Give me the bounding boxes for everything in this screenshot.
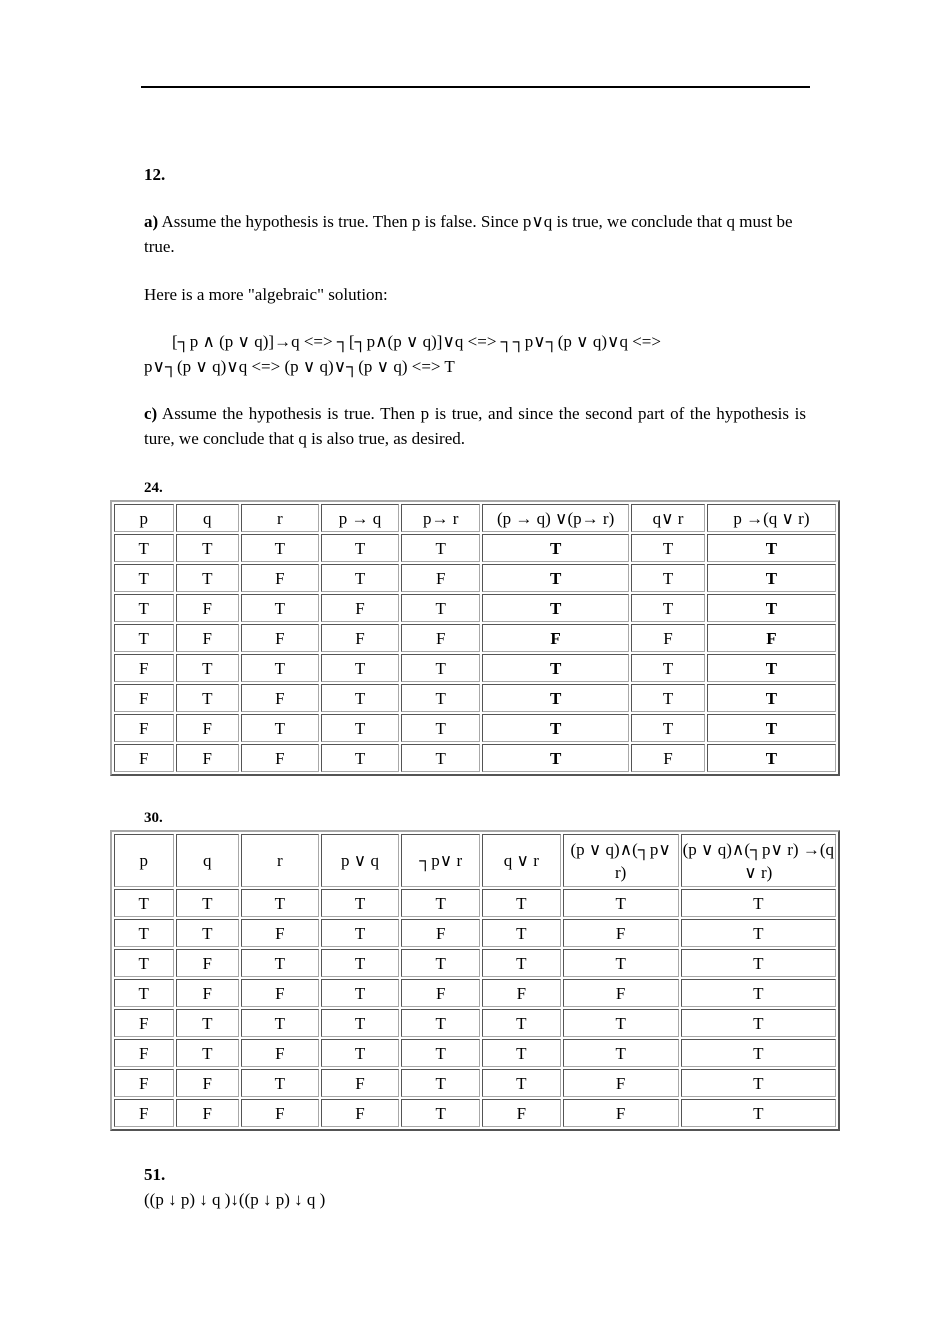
table-cell: T — [114, 534, 174, 562]
header-cell: q∨ r — [631, 504, 705, 532]
header-cell: r — [241, 834, 319, 887]
table-cell: T — [681, 889, 836, 917]
table-row — [114, 889, 836, 917]
table-cell: T — [707, 744, 836, 772]
problem-30-number: 30. — [144, 810, 163, 826]
table-cell: T — [482, 534, 629, 562]
table-cell: T — [563, 949, 679, 977]
header-cell: p →(q ∨ r) — [707, 504, 836, 532]
table-cell: F — [241, 684, 319, 712]
table-cell: F — [707, 624, 836, 652]
table-cell: T — [482, 1009, 561, 1037]
table-cell: T — [482, 1039, 561, 1067]
table-row — [114, 714, 836, 742]
table-cell: T — [482, 919, 561, 947]
table-cell: F — [321, 594, 400, 622]
table-header-row — [114, 504, 836, 532]
table-cell: T — [401, 1069, 480, 1097]
table-cell: F — [241, 744, 319, 772]
table-cell: F — [176, 624, 240, 652]
header-cell: q — [176, 504, 240, 532]
table-cell: F — [114, 744, 174, 772]
header-cell: q ∨ r — [482, 834, 561, 887]
table-cell: F — [176, 1069, 240, 1097]
table-cell: T — [631, 714, 705, 742]
table-cell: F — [176, 949, 240, 977]
table-cell: T — [563, 1009, 679, 1037]
table-cell: T — [241, 1069, 319, 1097]
table-cell: F — [114, 1039, 174, 1067]
table-row — [114, 1099, 836, 1127]
table-cell: T — [631, 594, 705, 622]
algebraic-line-2: p∨┐(p ∨ q)∨q <=> (p ∨ q)∨┐(p ∨ q) <=> T — [144, 357, 455, 376]
table-cell: T — [321, 919, 400, 947]
table-cell: F — [176, 1099, 240, 1127]
table-cell: T — [707, 684, 836, 712]
table-cell: F — [176, 594, 240, 622]
header-cell: p → q — [321, 504, 400, 532]
table-cell: F — [114, 1069, 174, 1097]
table-cell: T — [241, 889, 319, 917]
algebraic-solution — [144, 329, 806, 379]
table-cell: T — [482, 594, 629, 622]
table-cell: F — [241, 1099, 319, 1127]
table-row — [114, 654, 836, 682]
table-row — [114, 684, 836, 712]
table-cell: F — [321, 1099, 400, 1127]
table-cell: T — [401, 744, 480, 772]
table-cell: F — [114, 714, 174, 742]
problem-12-number: 12. — [144, 165, 166, 184]
table-cell: T — [482, 714, 629, 742]
table-cell: T — [482, 889, 561, 917]
table-cell: T — [321, 1039, 400, 1067]
table-cell: T — [707, 714, 836, 742]
table-cell: T — [482, 744, 629, 772]
table-cell: T — [707, 534, 836, 562]
table-cell: T — [707, 654, 836, 682]
header-cell: p — [114, 504, 174, 532]
table-cell: T — [707, 564, 836, 592]
table-cell: T — [681, 949, 836, 977]
table-cell: T — [114, 564, 174, 592]
table-cell: T — [401, 534, 480, 562]
table-cell: T — [321, 979, 400, 1007]
table-cell: T — [631, 534, 705, 562]
table-cell: F — [241, 919, 319, 947]
table-cell: T — [241, 654, 319, 682]
table-cell: T — [401, 684, 480, 712]
table-cell: T — [631, 654, 705, 682]
table-cell: F — [114, 1099, 174, 1127]
table-cell: T — [681, 1099, 836, 1127]
header-cell: r — [241, 504, 319, 532]
table-cell: T — [681, 919, 836, 947]
header-cell: (p ∨ q)∧(┐p∨ r) — [563, 834, 679, 887]
header-cell: p→ r — [401, 504, 480, 532]
table-cell: T — [681, 1039, 836, 1067]
table-cell: F — [563, 1069, 679, 1097]
table-cell: T — [631, 564, 705, 592]
table-cell: T — [176, 889, 240, 917]
table-row — [114, 979, 836, 1007]
table-cell: T — [401, 594, 480, 622]
table-row — [114, 624, 836, 652]
table-cell: F — [563, 919, 679, 947]
table-cell: T — [707, 594, 836, 622]
table-header-row — [114, 834, 836, 887]
table-row — [114, 564, 836, 592]
problem-12c-text — [144, 401, 806, 451]
table-cell: T — [321, 889, 400, 917]
table-cell: T — [114, 949, 174, 977]
part-c-body: Assume the hypothesis is true. Then p is true, and since the second part of the hypothesis is ture, we conclude that q is also true, as desired. — [144, 404, 806, 448]
problem-51-number: 51. — [144, 1165, 166, 1184]
table-cell: T — [176, 1039, 240, 1067]
table-cell: T — [176, 654, 240, 682]
header-cell: (p ∨ q)∧(┐p∨ r) →(q ∨ r) — [681, 834, 836, 887]
part-c-label: c) — [144, 404, 158, 423]
table-row — [114, 949, 836, 977]
table-cell: T — [114, 594, 174, 622]
table-cell: T — [401, 889, 480, 917]
table-cell: T — [176, 564, 240, 592]
table-cell: T — [482, 1069, 561, 1097]
table-cell: T — [681, 979, 836, 1007]
table-row — [114, 1039, 836, 1067]
table-cell: T — [482, 949, 561, 977]
table-row — [114, 1009, 836, 1037]
table-cell: F — [401, 919, 480, 947]
table-cell: F — [176, 744, 240, 772]
header-cell: (p → q) ∨(p→ r) — [482, 504, 629, 532]
table-cell: T — [321, 534, 400, 562]
table-row — [114, 534, 836, 562]
table-cell: T — [401, 949, 480, 977]
table-cell: F — [321, 624, 400, 652]
table-row — [114, 1069, 836, 1097]
table-cell: F — [241, 564, 319, 592]
header-cell: p ∨ q — [321, 834, 400, 887]
problem-24-number: 24. — [144, 480, 163, 496]
top-rule — [141, 86, 810, 88]
table-cell: T — [241, 534, 319, 562]
table-cell: T — [176, 534, 240, 562]
table-cell: F — [114, 654, 174, 682]
table-cell: T — [401, 714, 480, 742]
table-cell: T — [114, 889, 174, 917]
table-cell: T — [321, 684, 400, 712]
table-cell: F — [241, 624, 319, 652]
table-cell: F — [563, 1099, 679, 1127]
table-cell: T — [241, 714, 319, 742]
part-a-body: Assume the hypothesis is true. Then p is false. Since p∨q is true, we conclude that q must be true. — [144, 212, 793, 256]
truth-table-30 — [110, 830, 840, 1131]
table-cell: F — [176, 979, 240, 1007]
table-cell: F — [241, 1039, 319, 1067]
table-cell: T — [176, 919, 240, 947]
table-cell: T — [482, 564, 629, 592]
table-cell: T — [241, 594, 319, 622]
table-cell: F — [482, 1099, 561, 1127]
table-cell: T — [681, 1069, 836, 1097]
table-cell: T — [321, 1009, 400, 1037]
table-cell: F — [631, 624, 705, 652]
table-cell: T — [401, 1099, 480, 1127]
header-cell: p — [114, 834, 174, 887]
table-cell: T — [681, 1009, 836, 1037]
table-cell: T — [482, 654, 629, 682]
problem-51-expression: ((p ↓ p) ↓ q )↓((p ↓ p) ↓ q ) — [144, 1190, 326, 1209]
table-cell: T — [241, 949, 319, 977]
table-row — [114, 594, 836, 622]
table-cell: T — [482, 684, 629, 712]
algebraic-intro: Here is a more "algebraic" solution: — [144, 285, 388, 304]
table-cell: F — [401, 624, 480, 652]
table-cell: F — [482, 979, 561, 1007]
table-cell: T — [563, 1039, 679, 1067]
table-cell: T — [176, 1009, 240, 1037]
table-cell: F — [401, 979, 480, 1007]
table-cell: T — [631, 684, 705, 712]
table-cell: F — [176, 714, 240, 742]
table-row — [114, 744, 836, 772]
table-cell: T — [241, 1009, 319, 1037]
part-a-label: a) — [144, 212, 159, 231]
table-cell: T — [114, 919, 174, 947]
problem-12a-text — [144, 209, 806, 259]
table-cell: T — [401, 1009, 480, 1037]
table-cell: T — [176, 684, 240, 712]
table-cell: T — [114, 624, 174, 652]
table-cell: T — [114, 979, 174, 1007]
table-row — [114, 919, 836, 947]
table-cell: T — [321, 564, 400, 592]
table-cell: F — [631, 744, 705, 772]
table-cell: T — [321, 744, 400, 772]
table-cell: T — [321, 949, 400, 977]
table-cell: T — [401, 1039, 480, 1067]
table-cell: F — [321, 1069, 400, 1097]
header-cell: ┐p∨ r — [401, 834, 480, 887]
table-cell: F — [482, 624, 629, 652]
algebraic-line-1: [┐p ∧ (p ∨ q)]→q <=> ┐[┐p∧(p ∨ q)]∨q <=> ┐┐p∨┐(p ∨ q)∨q <=> — [172, 332, 661, 351]
table-cell: F — [241, 979, 319, 1007]
table-cell: F — [401, 564, 480, 592]
table-cell: T — [321, 714, 400, 742]
table-cell: T — [563, 889, 679, 917]
header-cell: q — [176, 834, 240, 887]
table-cell: T — [401, 654, 480, 682]
table-cell: F — [114, 684, 174, 712]
truth-table-24 — [110, 500, 840, 776]
table-cell: F — [563, 979, 679, 1007]
table-cell: F — [114, 1009, 174, 1037]
table-cell: T — [321, 654, 400, 682]
